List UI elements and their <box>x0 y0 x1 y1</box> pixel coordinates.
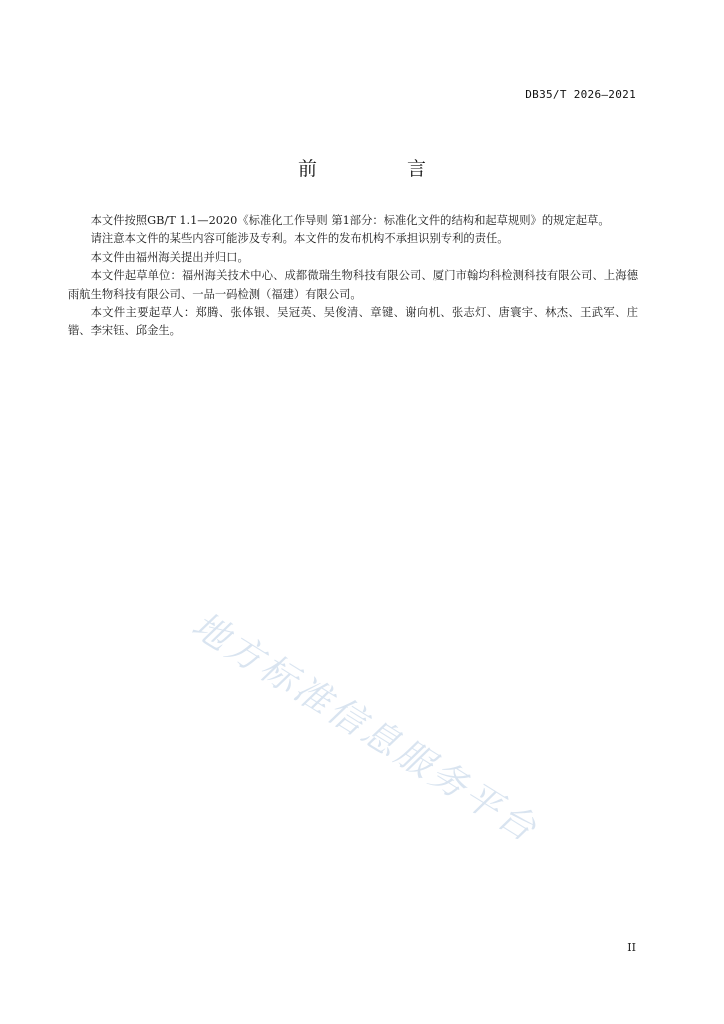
page-number: II <box>627 941 636 954</box>
standard-code: DB35/T 2026—2021 <box>525 88 636 101</box>
paragraph-drafting-rules: 本文件按照GB/T 1.1—2020《标准化工作导则 第1部分：标准化文件的结构和起草规则》的规定起草。 <box>90 214 610 227</box>
paragraph-patent-notice: 请注意本文件的某些内容可能涉及专利。本文件的发布机构不承担识别专利的责任。 <box>90 232 509 246</box>
watermark: 地方标准信息服务平台 <box>184 604 546 852</box>
foreword-body <box>68 212 638 341</box>
paragraph-drafting-units: 本文件起草单位：福州海关技术中心、成都微瑞生物科技有限公司、厦门市翰均科检测科技有限公司、上海德雨航生物科技有限公司、一品一码检测（福建）有限公司。 <box>68 269 638 301</box>
paragraph-proposer: 本文件由福州海关提出并归口。 <box>90 250 249 264</box>
paragraph-drafters: 本文件主要起草人：郑腾、张体银、吴冠英、吴俊清、章键、谢向机、张志灯、唐寰宇、林杰、王武军、庄锴、李宋钰、邱金生。 <box>68 306 638 338</box>
page-title: 前 言 <box>297 158 469 180</box>
